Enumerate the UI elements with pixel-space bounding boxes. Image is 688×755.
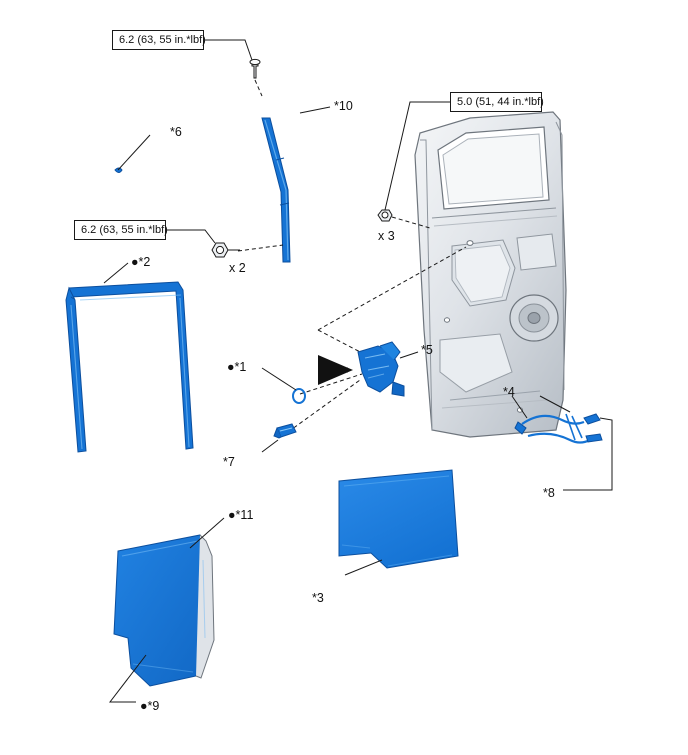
callout-3: *3 xyxy=(312,591,324,605)
callout-5: *5 xyxy=(421,343,433,357)
callout-6: *6 xyxy=(170,125,182,139)
part-7-bracket xyxy=(262,424,296,452)
callout-7: *7 xyxy=(223,455,235,469)
part-9-11-service-hole-cover xyxy=(110,518,224,702)
callout-8: *8 xyxy=(543,486,555,500)
quantity-x3: x 3 xyxy=(378,229,395,243)
callout-1: ●*1 xyxy=(227,360,247,374)
callout-2-leader xyxy=(104,263,128,283)
leader-lines xyxy=(166,40,450,243)
torque-spec-top-left: 6.2 (63, 55 in.*lbf) xyxy=(112,30,204,50)
part-3-door-glass xyxy=(339,470,458,575)
bolt-top xyxy=(250,59,262,96)
callout-9: ●*9 xyxy=(140,699,160,713)
callout-2: ●*2 xyxy=(131,255,151,269)
callout-10: *10 xyxy=(334,99,353,113)
callout-11: ●*11 xyxy=(228,508,254,522)
part-2-weatherstrip xyxy=(66,282,193,452)
quantity-x2: x 2 xyxy=(229,261,246,275)
torque-spec-right: 5.0 (51, 44 in.*lbf) xyxy=(450,92,542,112)
part-10-glass-run-channel xyxy=(262,118,290,262)
bolt-x2 xyxy=(212,243,283,257)
callout-5-leader xyxy=(400,352,418,358)
callout-4: *4 xyxy=(503,385,515,399)
callout-10-leader xyxy=(300,107,330,113)
part-5-door-lock-assembly xyxy=(332,342,404,396)
door-frame-assembly xyxy=(415,112,566,437)
torque-spec-mid-left: 6.2 (63, 55 in.*lbf) xyxy=(74,220,166,240)
part-1-grommet xyxy=(262,368,305,403)
part-6-clip xyxy=(115,135,150,173)
